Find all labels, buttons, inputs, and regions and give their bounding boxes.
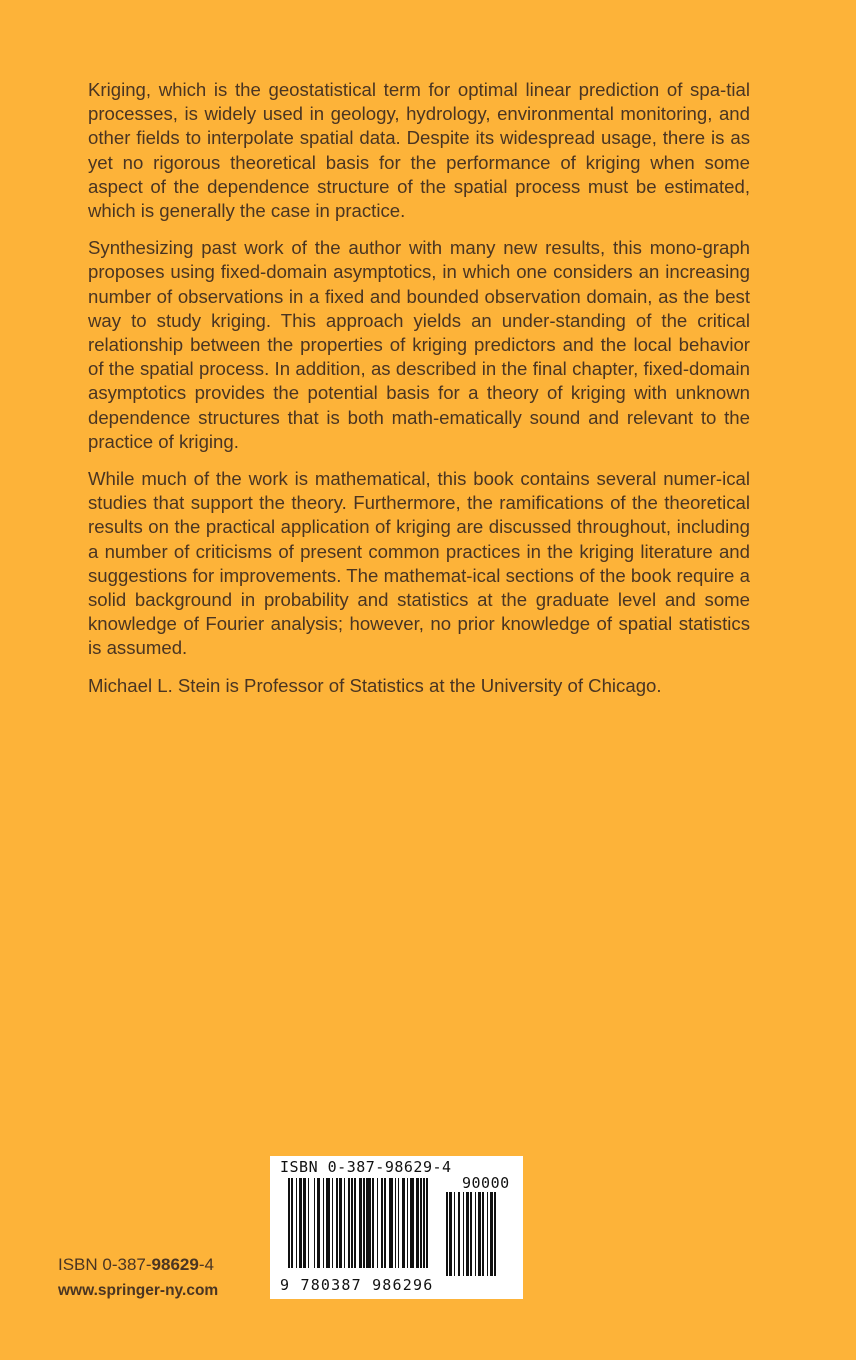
barcode-bar: [384, 1178, 386, 1268]
isbn-prefix: ISBN 0-387-: [58, 1255, 152, 1274]
barcode-bar: [336, 1178, 338, 1268]
publisher-website: www.springer-ny.com: [58, 1282, 219, 1299]
barcode-bar: [466, 1192, 469, 1276]
barcode-bar: [303, 1178, 306, 1268]
barcode-bar: [449, 1192, 452, 1276]
barcode-bar: [446, 1192, 448, 1276]
barcode-bar: [416, 1178, 419, 1268]
barcode-bar: [363, 1178, 365, 1268]
barcode-bar: [463, 1192, 465, 1276]
barcode-bar: [317, 1178, 320, 1268]
barcode-bar: [372, 1178, 374, 1268]
blurb-text: [88, 78, 750, 711]
barcode-box: [270, 1156, 523, 1299]
barcode-bar: [326, 1178, 331, 1268]
barcode-bar: [332, 1178, 334, 1268]
barcode-bar: [389, 1178, 394, 1268]
barcode-bar: [381, 1178, 383, 1268]
barcode-bar: [470, 1192, 472, 1276]
barcode-bar: [494, 1192, 496, 1276]
barcode-ean-digits: 9 780387 986296: [280, 1276, 434, 1294]
barcode-bar: [288, 1178, 290, 1268]
barcode-bar: [344, 1178, 346, 1268]
barcode-bar: [395, 1178, 397, 1268]
barcode-addon-text: 90000: [462, 1174, 510, 1192]
barcode-bar: [487, 1192, 489, 1276]
barcode-bar: [351, 1178, 353, 1268]
barcode-bar: [366, 1178, 371, 1268]
barcode-bar: [423, 1178, 425, 1268]
barcode-bar: [420, 1178, 422, 1268]
barcode-bar: [291, 1178, 293, 1268]
barcode-bar: [482, 1192, 484, 1276]
barcode-bar: [478, 1192, 481, 1276]
author-bio: Michael L. Stein is Professor of Statistics at the University of Chicago.: [88, 674, 662, 696]
barcode-bar: [339, 1178, 342, 1268]
blurb-paragraph-3: While much of the work is mathematical, this book contains several numer-​ical studies that support the theory. Furthermore, the ramifications of the theoretical results on the practical application of kriging are discussed throughout, including a number of criticisms of present common practices in the kriging literature and suggestions for improvements. The mathemat-​ical sections of the book require a solid background in probability and statistics at the graduate level and some knowledge of Fourier analysis; however, no prior knowledge of spatial statistics is assumed.: [88, 468, 750, 659]
barcode-bar: [299, 1178, 302, 1268]
barcode-bar: [490, 1192, 493, 1276]
barcode-bar: [475, 1192, 477, 1276]
isbn-suffix: -4: [198, 1255, 214, 1274]
barcode-bar: [454, 1192, 456, 1276]
barcode-bar: [398, 1178, 400, 1268]
barcode-bar: [348, 1178, 350, 1268]
barcode-addon-bars: [446, 1192, 516, 1278]
barcode-bar: [323, 1178, 325, 1268]
isbn-label: [58, 1255, 214, 1275]
barcode-bar: [354, 1178, 356, 1268]
barcode-bar: [402, 1178, 405, 1268]
barcode-bar: [377, 1178, 379, 1268]
barcode-bar: [458, 1192, 460, 1276]
barcode-bar: [407, 1178, 409, 1268]
barcode-main-bars: [288, 1178, 438, 1278]
blurb-paragraph-2: Synthesizing past work of the author with many new results, this mono-​graph proposes using fixed-domain asymptotics, in which one considers an increasing number of observations in a fixed and bounded observation domain, as the best way to study kriging. This approach yields an under-​standing of the critical relationship between the properties of kriging predictors and the local behavior of the spatial process. In addition, as described in the final chapter, fixed-domain asymptotics provides the potential basis for a theory of kriging with unknown dependence structures that is both math-​ematically sound and relevant to the practice of kriging.: [88, 237, 750, 452]
barcode-bar: [426, 1178, 428, 1268]
barcode-bar: [410, 1178, 415, 1268]
blurb-paragraph-1: Kriging, which is the geostatistical term for optimal linear prediction of spa-​tial processes, is widely used in geology, hydrology, environmental monitoring, and other fields to interpolate spatial data. Despite its widespread usage, there is as yet no rigorous theoretical basis for the performance of kriging when some aspect of the dependence structure of the spatial process must be estimated, which is generally the case in practice.: [88, 79, 750, 222]
barcode-bar: [359, 1178, 362, 1268]
barcode-isbn-text: ISBN 0-387-98629-4: [280, 1158, 452, 1176]
isbn-bold-part: 98629: [151, 1255, 199, 1274]
barcode-bar: [296, 1178, 298, 1268]
barcode-bar: [314, 1178, 316, 1268]
barcode-bar: [308, 1178, 310, 1268]
